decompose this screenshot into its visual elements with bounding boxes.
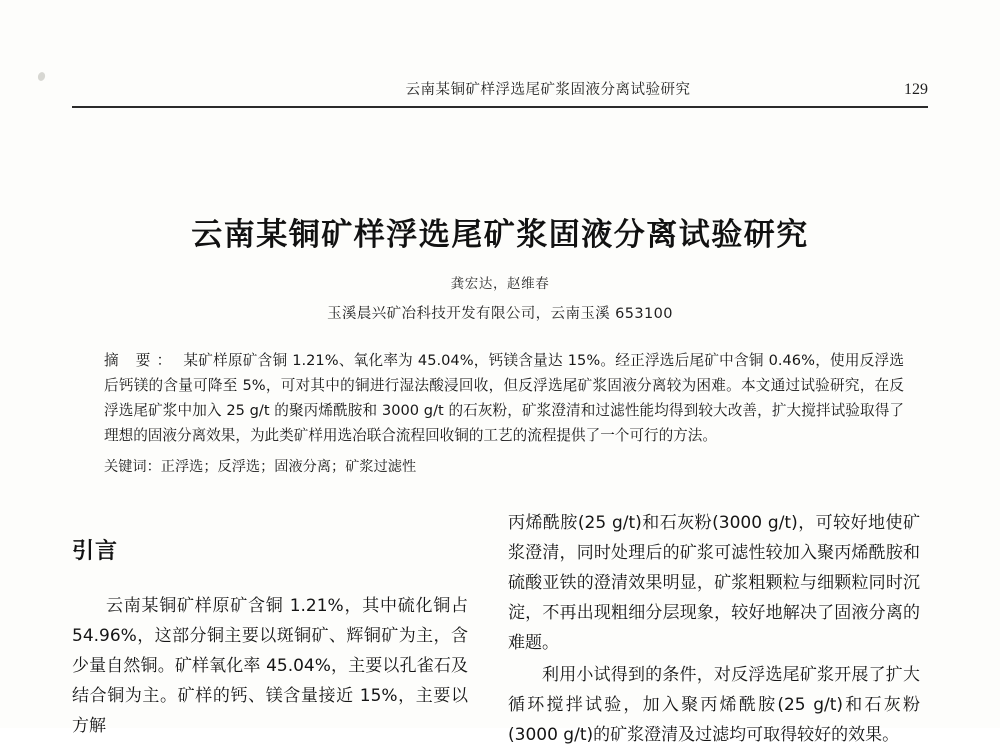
paragraph: 利用小试得到的条件，对反浮选尾矿浆开展了扩大循环搅拌试验，加入聚丙烯酰胺(25 g/t)和石灰粉(3000 g/t)的矿浆澄清及过滤均可取得较好的效果。 (508, 665, 920, 745)
body-column-right (508, 508, 920, 752)
author-list: 龚宏达，赵维春 (450, 276, 550, 292)
header-rule (72, 106, 928, 108)
paragraph: 丙烯酰胺(25 g/t)和石灰粉(3000 g/t)，可较好地使矿浆澄清，同时处理后的矿浆可滤性较加入聚丙烯酰胺和硫酸亚铁的澄清效果明显，矿浆粗颗粒与细颗粒同时沉淀，不再出现粗细分层现象，较好地解决了固液分离的难题。 (508, 513, 920, 653)
keywords-text: 正浮选；反浮选；固液分离；矿浆过滤性 (160, 459, 417, 475)
running-head (72, 78, 928, 99)
keywords-label: 关键词： (104, 459, 161, 475)
abstract-label: 摘 要： (104, 352, 178, 369)
running-head-title: 云南某铜矿样浮选尾矿浆固液分离试验研究 (405, 82, 691, 98)
abstract-block (104, 348, 904, 448)
paragraph: 云南某铜矿样原矿含铜 1.21%，其中硫化铜占 54.96%，这部分铜主要以斑铜矿、辉铜矿为主，含少量自然铜。矿样氧化率 45.04%，主要以孔雀石及结合铜为主。矿样的钙、镁含量接近 15%，主要以方解 (72, 596, 468, 736)
scan-artifact-speck (37, 71, 46, 82)
section-heading-introduction: 引言 (72, 539, 119, 564)
affiliation-text: 玉溪晨兴矿冶科技开发有限公司，云南玉溪 653100 (327, 306, 673, 322)
keywords-block (104, 456, 904, 476)
abstract-text: 某矿样原矿含铜 1.21%、氧化率为 45.04%，钙镁含量达 15%。经正浮选后尾矿中含铜 0.46%，使用反浮选后钙镁的含量可降至 5%，可对其中的铜进行湿法酸浸回收，但反浮选尾矿浆固液分离较为困难。本文通过试验研究，在反浮选尾矿浆中加入 25 g/t 的聚丙烯酰胺和 3000 g/t 的石灰粉，矿浆澄清和过滤性能均得到较大改善，扩大搅拌试验取得了理想的固液分离效果，为此类矿样用选冶联合流程回收铜的工艺的流程提供了一个可行的方法。 (104, 352, 904, 444)
page-title: 云南某铜矿样浮选尾矿浆固液分离试验研究 (191, 216, 809, 253)
body-column-left (72, 534, 468, 743)
affiliation (0, 302, 1000, 323)
page-number: 129 (904, 81, 928, 98)
